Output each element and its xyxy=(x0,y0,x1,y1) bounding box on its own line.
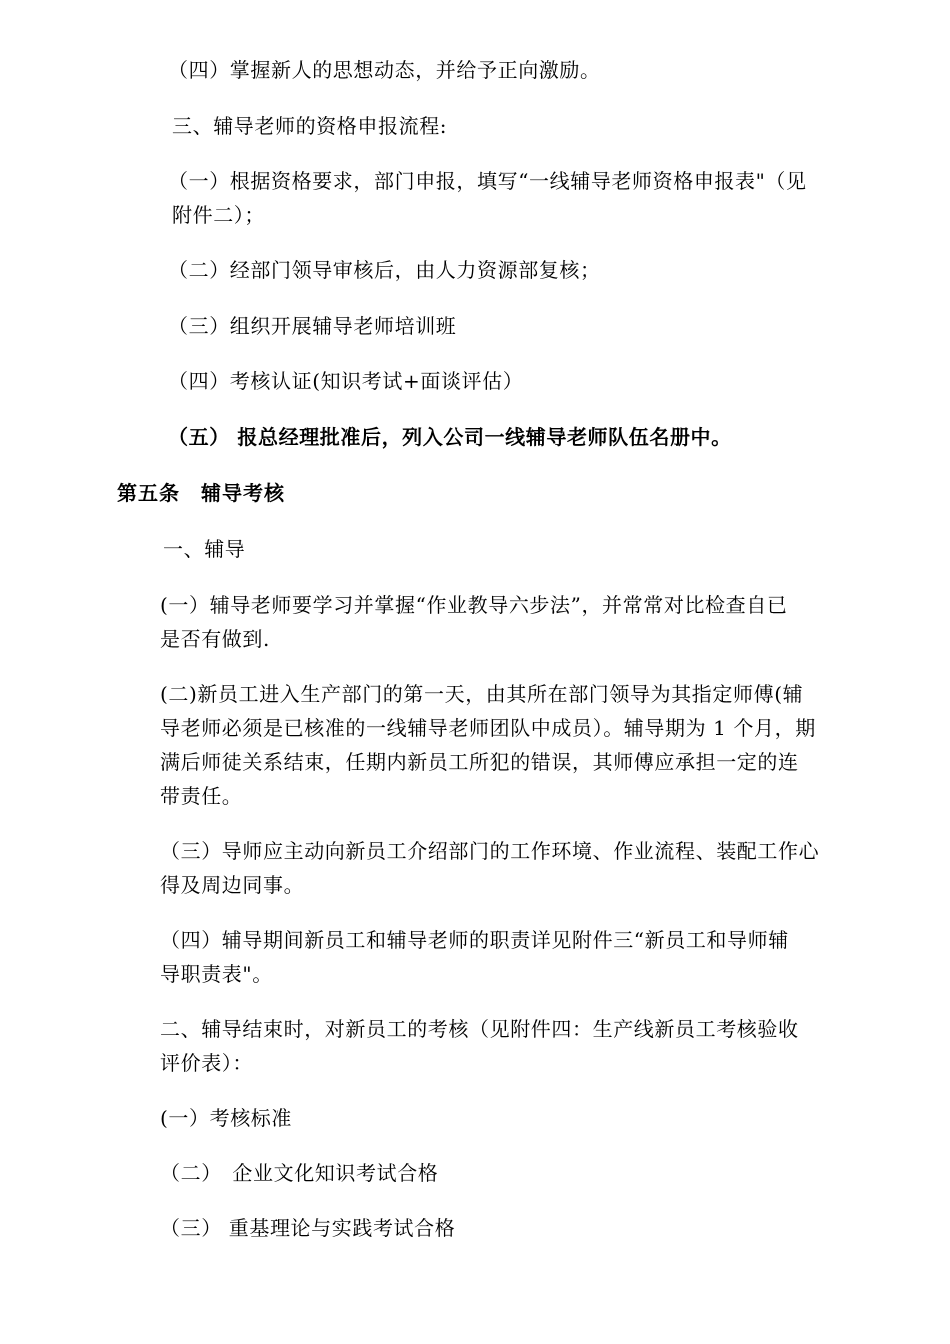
assessment-item-2: （二） 企业文化知识考试合格 xyxy=(160,1161,439,1185)
process-item-2: （二）经部门领导审核后，由人力资源部复核； xyxy=(168,258,601,282)
guidance-item-2-cont-2: 满后师徒关系结束，任期内新员工所犯的错误，其师傅应承担一定的连 xyxy=(160,750,799,774)
section-1-title: 一、辅导 xyxy=(163,537,246,561)
process-item-3: （三）组织开展辅导老师培训班 xyxy=(168,314,457,338)
guidance-item-3-cont: 得及周边同事。 xyxy=(160,873,305,897)
section-3-title: 三、辅导老师的资格申报流程: xyxy=(172,114,448,138)
process-item-4: （四）考核认证(知识考试+面谈评估） xyxy=(168,369,524,393)
guidance-item-4: （四）辅导期间新员工和辅导老师的职责详见附件三“新员工和导师辅 xyxy=(160,928,789,952)
section-2-title: 二、辅导结束时，对新员工的考核（见附件四：生产线新员工考核验收 xyxy=(160,1017,799,1041)
guidance-item-1-cont: 是否有做到. xyxy=(160,627,270,651)
guidance-item-2-cont-1: 导老师必须是已核准的一线辅导老师团队中成员）。辅导期为 1 个月，期 xyxy=(160,716,816,740)
guidance-item-4-cont: 导职责表"。 xyxy=(160,962,273,986)
guidance-item-2-cont-3: 带责任。 xyxy=(160,784,243,808)
assessment-item-3: （三） 重基理论与实践考试合格 xyxy=(160,1216,456,1240)
guidance-item-1: (一）辅导老师要学习并掌握“作业教导六步法”，并常常对比检查自已 xyxy=(160,593,788,617)
article-5-heading: 第五条 辅导考核 xyxy=(117,481,285,505)
process-item-1: （一）根据资格要求，部门申报，填写“一线辅导老师资格申报表"（见 xyxy=(168,169,807,193)
guidance-item-2: (二)新员工进入生产部门的第一天，由其所在部门领导为其指定师傅(辅 xyxy=(160,682,804,706)
guidance-item-3: （三）导师应主动向新员工介绍部门的工作环境、作业流程、装配工作心 xyxy=(160,839,820,863)
process-item-1-cont: 附件二）； xyxy=(172,203,265,227)
assessment-item-1: (一）考核标准 xyxy=(160,1106,293,1130)
item-4-mentor-duty: （四）掌握新人的思想动态，并给予正向激励。 xyxy=(168,58,601,82)
process-item-5: （五） 报总经理批准后，列入公司一线辅导老师队伍名册中。 xyxy=(168,425,732,449)
section-2-title-cont: 评价表）： xyxy=(160,1051,253,1075)
